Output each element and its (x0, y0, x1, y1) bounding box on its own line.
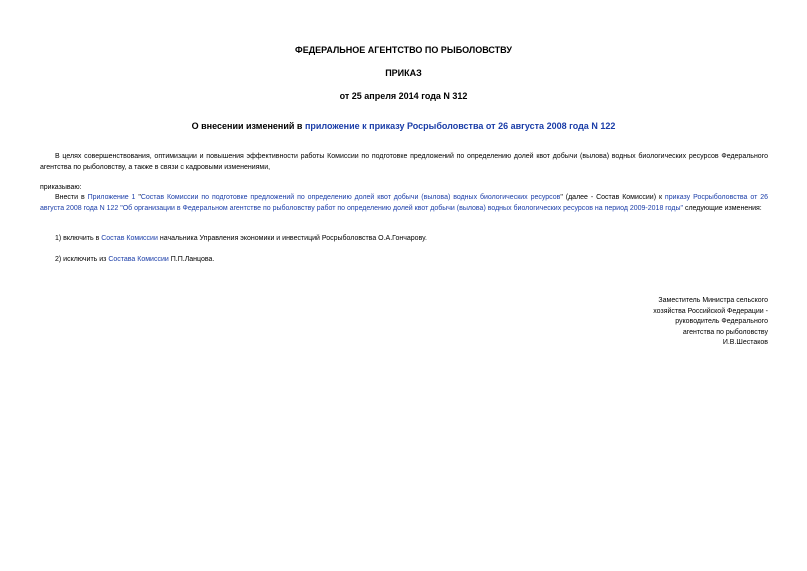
commission-composition-link[interactable]: Состав Комиссии по подготовке предложений по определению долей квот добычи (вылова) водных биологических ресурсов (140, 194, 561, 201)
main-paragraph (40, 193, 768, 214)
subject-link[interactable]: приложение к приказу Росрыболовства от 26 августа 2008 года N 122 (304, 121, 616, 131)
appendix-1-link[interactable]: Приложение 1 (87, 194, 136, 201)
order-122-link[interactable]: приказу Росрыболовства от 26 августа 2008 года N 122 "Об организации в Федеральном агентстве по рыболовству работ по определению долей квот добычи (вылова) водных биологических ресурсов на период 2009-2018 годы" (40, 194, 768, 212)
list-item-1 (40, 234, 768, 245)
item2-end: П.П.Ланцова. (168, 256, 215, 263)
order-word: приказываю: (40, 184, 82, 191)
main-paragraph-end: следующие изменения: (683, 204, 762, 212)
signature-line-4: агентства по рыболовству (682, 328, 768, 336)
item2-commission-link[interactable]: Состава Комиссии (108, 256, 169, 263)
item2-start: 2) исключить из (55, 256, 109, 263)
preamble-paragraph: В целях совершенствования, оптимизации и повышения эффективности работы Комиссии по подготовке предложений по определению долей квот добычи (вылова) водных биологических ресурсов Федерального агентства по рыболовству, а также в связи с кадровыми изменениями, (40, 153, 768, 171)
main-paragraph-start: Внести в (55, 194, 88, 201)
signature-block (608, 296, 768, 349)
document-date-number: от 25 апреля 2014 года N 312 (339, 91, 468, 101)
item1-end: начальника Управления экономики и инвестиций Росрыболовства О.А.Гончарову. (157, 235, 427, 242)
signatory-name: И.В.Шестаков (722, 339, 768, 346)
signature-line-1: Заместитель Министра сельского (658, 297, 768, 304)
agency-name: ФЕДЕРАЛЬНОЕ АГЕНТСТВО ПО РЫБОЛОВСТВУ (295, 45, 512, 55)
main-paragraph-mid1: " (135, 194, 141, 201)
item1-start: 1) включить в (55, 235, 102, 242)
signature-line-3: руководитель Федерального (675, 318, 768, 325)
item1-commission-link[interactable]: Состав Комиссии (101, 235, 158, 242)
main-paragraph-mid2: " (далее - Состав Комиссии) к (560, 194, 665, 201)
signature-line-2: хозяйства Российской Федерации - (653, 307, 768, 315)
subject-prefix: О внесении изменений в (191, 121, 305, 131)
document-type: ПРИКАЗ (385, 68, 422, 78)
list-item-2 (40, 255, 768, 266)
document-subject (0, 121, 807, 132)
